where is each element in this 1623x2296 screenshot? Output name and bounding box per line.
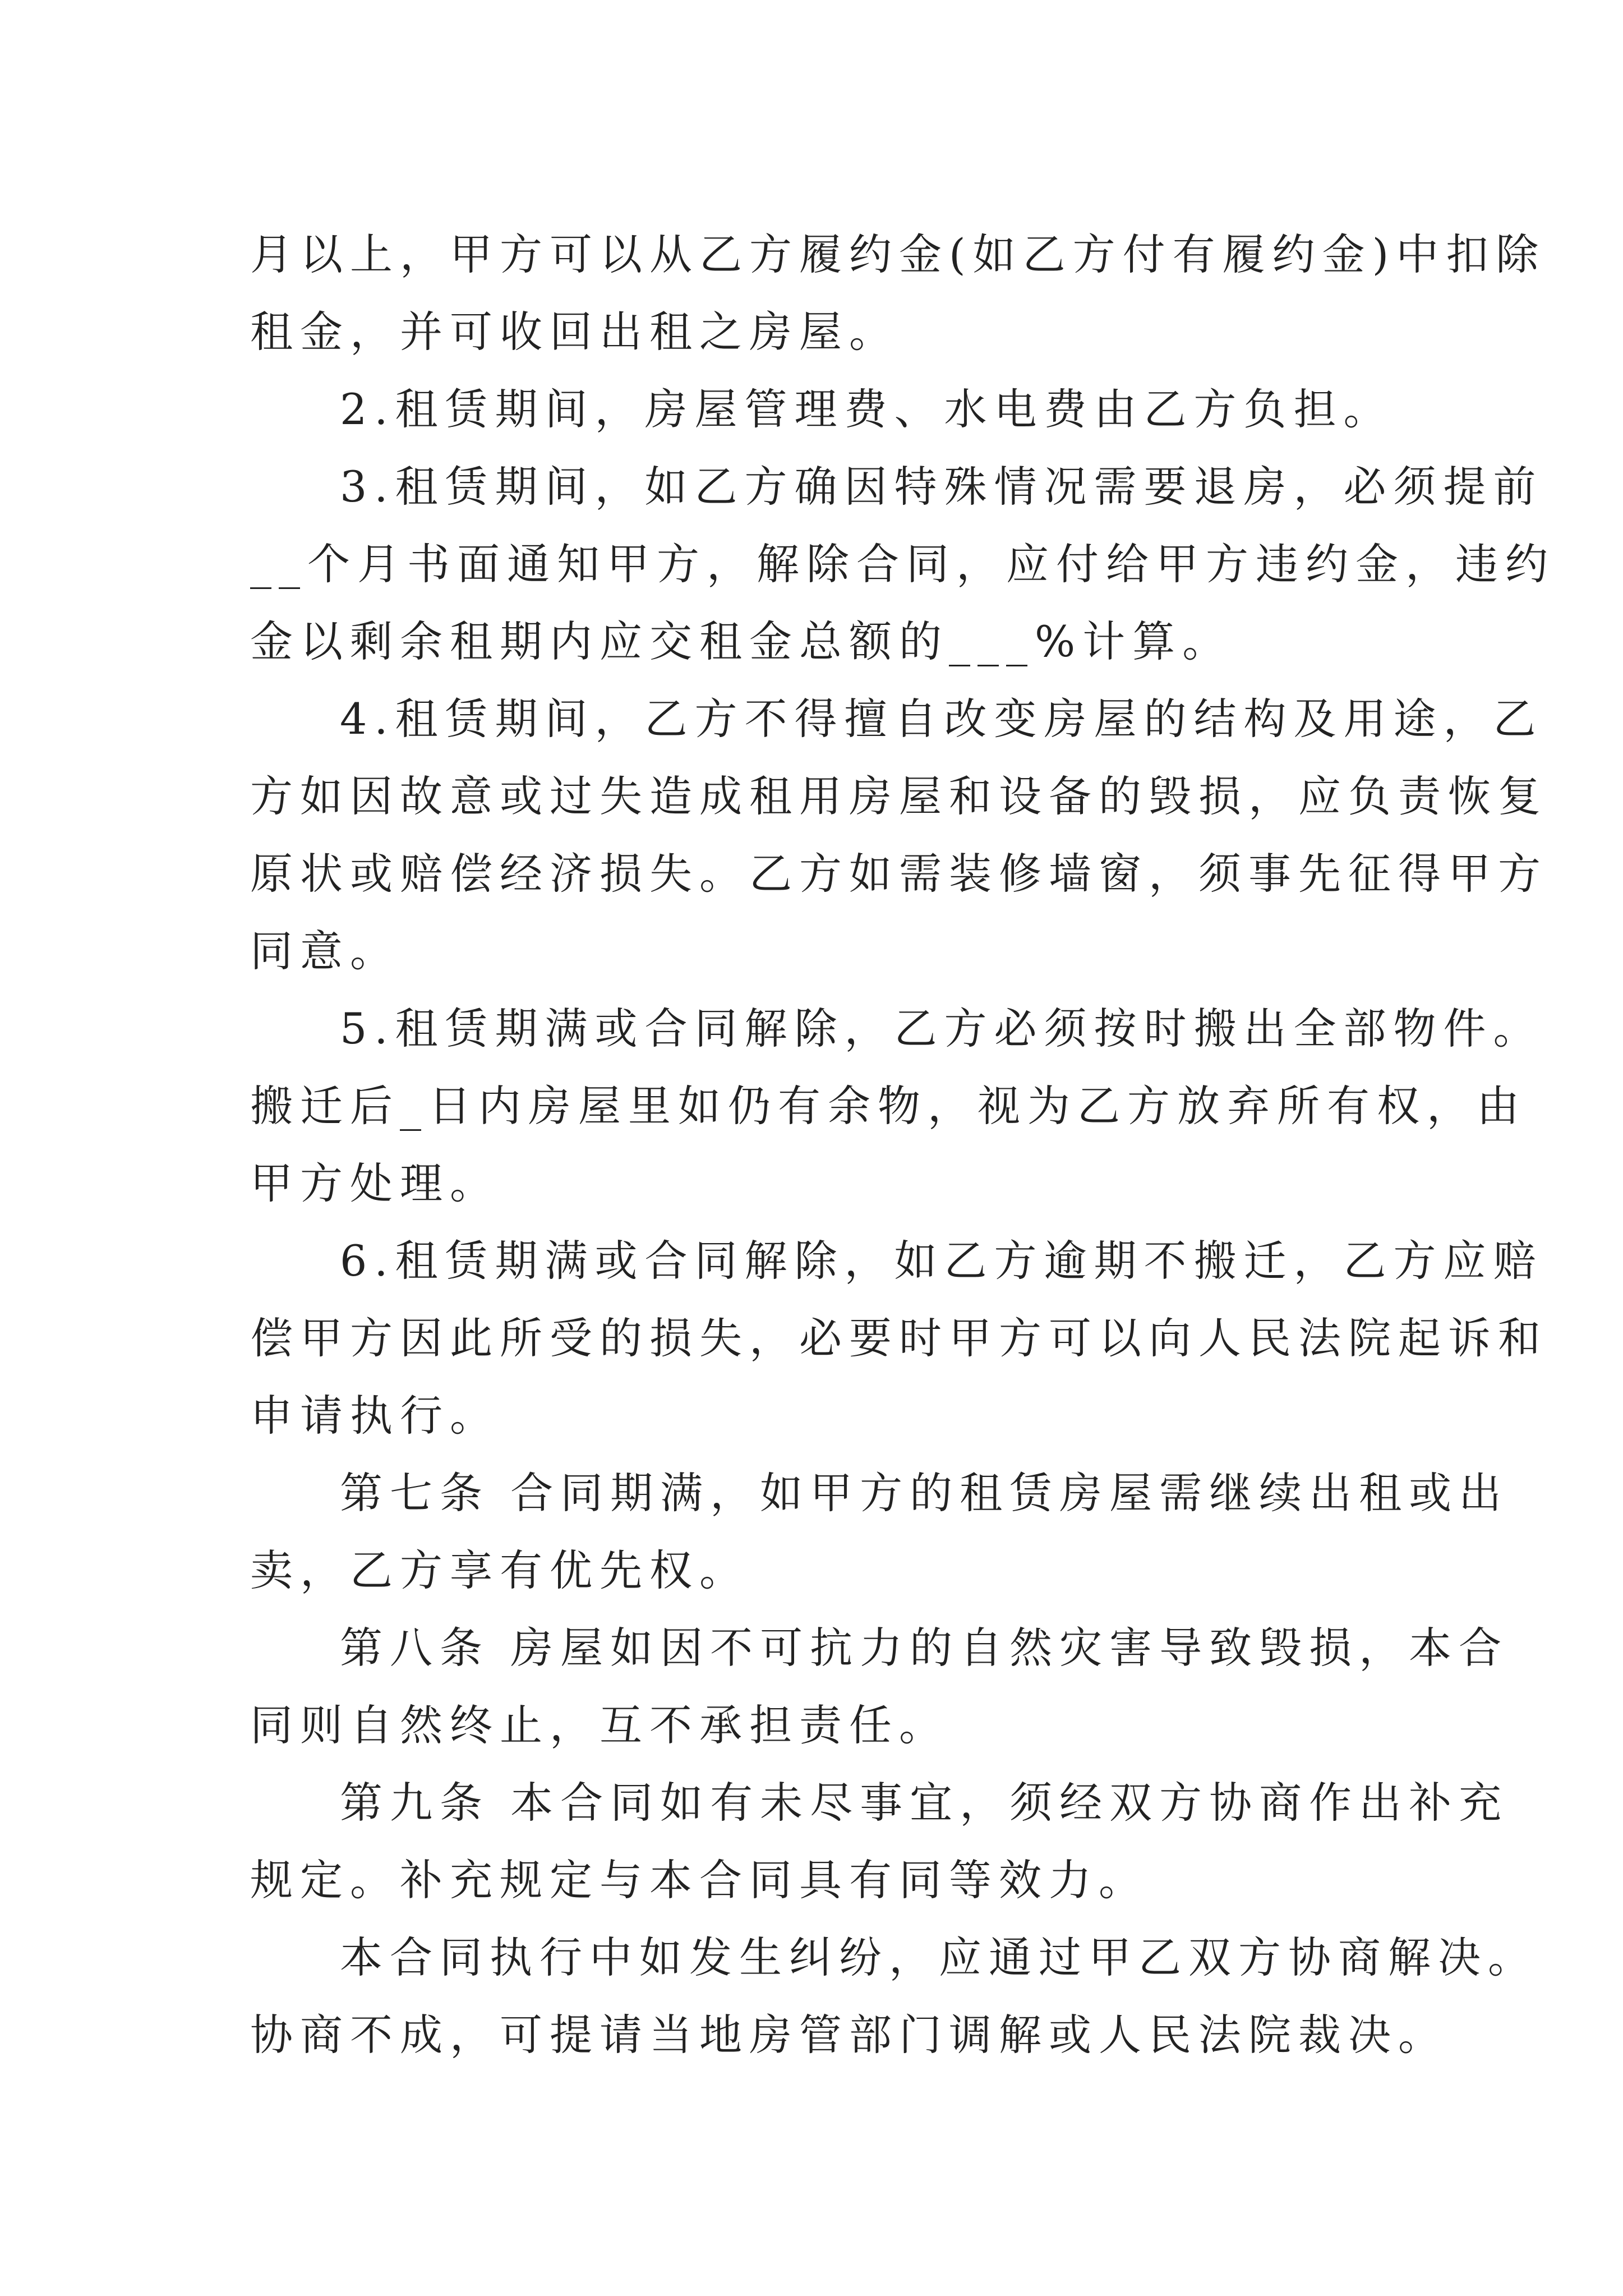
text-line: 方如因故意或过失造成租用房屋和设备的毁损，应负责恢复 <box>250 771 1548 821</box>
text-line: 卖，乙方享有优先权。 <box>250 1545 749 1595</box>
paragraph-item-5 <box>250 990 1543 1222</box>
text-line: 金以剩余租期内应交租金总额的___%计算。 <box>250 616 1233 666</box>
paragraph-item-3 <box>250 448 1555 680</box>
paragraph-item-2 <box>250 371 1394 448</box>
text-line: 申请执行。 <box>250 1391 500 1441</box>
text-line: 原状或赔偿经济损失。乙方如需装修墙窗，须事先征得甲方 <box>250 849 1548 899</box>
text-line: 第七条 合同期满，如甲方的租赁房屋需继续出租或出 <box>340 1468 1509 1518</box>
text-line: 同意。 <box>250 926 400 976</box>
text-line: 甲方处理。 <box>250 1158 500 1208</box>
text-line: 第九条 本合同如有未尽事宜，须经双方协商作出补充 <box>340 1778 1509 1828</box>
paragraph-dispute-resolution <box>250 1919 1538 2074</box>
text-line: 5.租赁期满或合同解除，乙方必须按时搬出全部物件。 <box>340 1004 1543 1053</box>
text-line: 2.租赁期间，房屋管理费、水电费由乙方负担。 <box>340 384 1394 434</box>
text-line: 3.租赁期间，如乙方确因特殊情况需要退房，必须提前 <box>340 462 1543 512</box>
text-line: 协商不成，可提请当地房管部门调解或人民法院裁决。 <box>250 2010 1448 2060</box>
text-line: 租金，并可收回出租之房屋。 <box>250 307 899 357</box>
text-line: 规定。补充规定与本合同具有同等效力。 <box>250 1855 1149 1905</box>
paragraph-article-8 <box>250 1609 1509 1764</box>
paragraph-article-7 <box>250 1455 1509 1609</box>
text-line: 本合同执行中如发生纠纷，应通过甲乙双方协商解决。 <box>340 1932 1538 1982</box>
paragraph-continuation <box>250 216 1546 371</box>
text-line: 搬迁后_日内房屋里如仍有余物，视为乙方放弃所有权，由 <box>250 1081 1527 1131</box>
text-line: 偿甲方因此所受的损失，必要时甲方可以向人民法院起诉和 <box>250 1313 1548 1363</box>
text-line: 同则自然终止，互不承担责任。 <box>250 1700 949 1750</box>
paragraph-item-6 <box>250 1222 1548 1455</box>
document-body <box>250 216 1555 2074</box>
paragraph-item-4 <box>250 680 1548 990</box>
text-line: 4.租赁期间，乙方不得擅自改变房屋的结构及用途，乙 <box>340 694 1543 744</box>
text-line: __个月书面通知甲方，解除合同，应付给甲方违约金，违约 <box>250 539 1555 589</box>
paragraph-article-9 <box>250 1764 1509 1919</box>
text-line: 月以上，甲方可以从乙方履约金(如乙方付有履约金)中扣除 <box>250 229 1546 279</box>
text-line: 第八条 房屋如因不可抗力的自然灾害导致毁损，本合 <box>340 1623 1509 1673</box>
text-line: 6.租赁期满或合同解除，如乙方逾期不搬迁，乙方应赔 <box>340 1236 1543 1286</box>
